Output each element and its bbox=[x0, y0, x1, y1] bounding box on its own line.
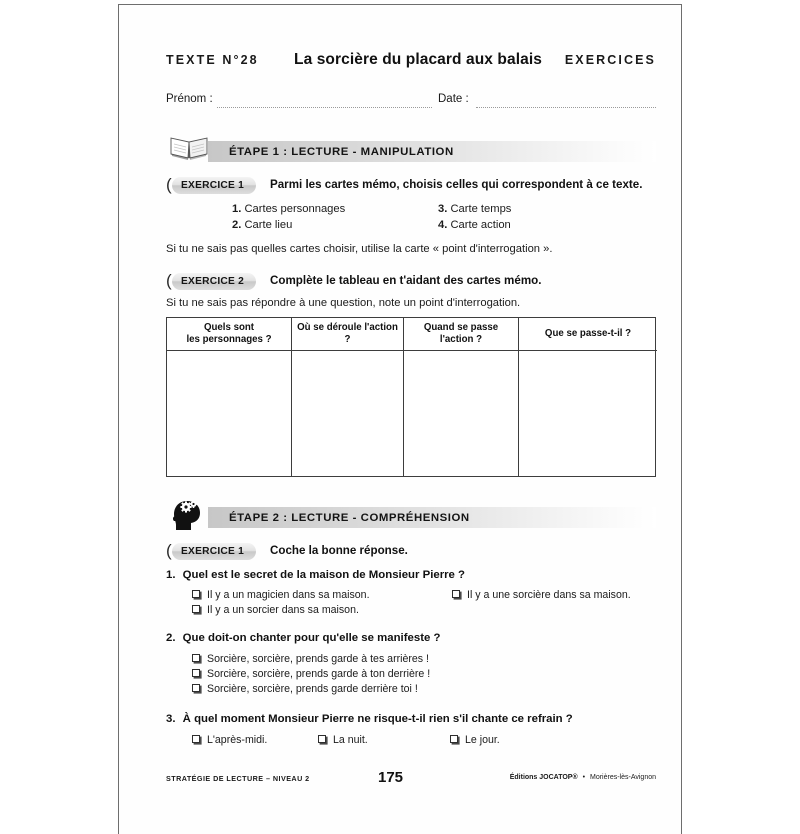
table-header-text: Que se passe-t-il ? bbox=[544, 328, 632, 339]
q2-answer-2[interactable] bbox=[192, 668, 430, 680]
card-option-1: 1. Cartes personnages bbox=[232, 203, 346, 215]
q2-answer-3-text: Sorcière, sorcière, prends garde derrière toi ! bbox=[207, 683, 418, 695]
footer-series-label: STRATÉGIE DE LECTURE – NIVEAU 2 bbox=[166, 774, 310, 783]
checkbox-icon[interactable] bbox=[192, 590, 200, 598]
open-book-icon bbox=[166, 133, 212, 166]
date-label: Date : bbox=[438, 93, 469, 105]
checkbox-icon[interactable] bbox=[318, 735, 326, 743]
q3-answer-1-text: L'après-midi. bbox=[207, 734, 268, 746]
q2-answer-1-text: Sorcière, sorcière, prends garde à tes arrières ! bbox=[207, 653, 429, 665]
exercice-1-instruction: Parmi les cartes mémo, choisis celles qui correspondent à ce texte. bbox=[270, 178, 643, 191]
page-footer bbox=[166, 771, 656, 787]
page-header bbox=[166, 53, 656, 75]
footer-publisher bbox=[510, 774, 656, 781]
worksheet-page bbox=[118, 4, 682, 834]
etape2-exercice-1-instruction: Coche la bonne réponse. bbox=[270, 544, 408, 557]
checkbox-icon[interactable] bbox=[450, 735, 458, 743]
table-column-personnages bbox=[167, 318, 292, 476]
table-header-text: Quels sont les personnages ? bbox=[186, 322, 272, 345]
date-input[interactable] bbox=[476, 106, 656, 108]
etape2-exercice-1-badge: EXERCICE 1 bbox=[172, 543, 256, 560]
q1-answer-2[interactable] bbox=[452, 589, 631, 601]
question-1-text: Quel est le secret de la maison de Monsieur Pierre ? bbox=[182, 569, 466, 581]
table-column-temps bbox=[404, 318, 519, 476]
q1-answer-3[interactable] bbox=[192, 604, 359, 616]
page-content-column bbox=[166, 5, 656, 834]
head-gears-icon bbox=[166, 495, 212, 533]
card-option-2: 2. Carte lieu bbox=[232, 219, 293, 231]
checkbox-icon[interactable] bbox=[192, 654, 200, 662]
checkbox-icon[interactable] bbox=[452, 590, 460, 598]
exercices-label: EXERCICES bbox=[564, 53, 656, 67]
etape-1-label: ÉTAPE 1 : LECTURE - MANIPULATION bbox=[229, 145, 454, 158]
prenom-label: Prénom : bbox=[166, 93, 213, 105]
footer-publisher-brand: Éditions JOCATOP® bbox=[509, 774, 578, 781]
badge-bracket-icon: ( bbox=[166, 541, 172, 560]
checkbox-icon[interactable] bbox=[192, 684, 200, 692]
q3-answer-3[interactable] bbox=[450, 734, 500, 746]
question-3-text: À quel moment Monsieur Pierre ne risque-t-il rien s'il chante ce refrain ? bbox=[182, 713, 573, 725]
table-cell[interactable] bbox=[404, 351, 518, 509]
checkbox-icon[interactable] bbox=[192, 735, 200, 743]
table-header-cell bbox=[404, 318, 518, 351]
card-option-4: 4. Carte action bbox=[438, 219, 511, 231]
q2-answer-3[interactable] bbox=[192, 683, 418, 695]
checkbox-icon[interactable] bbox=[192, 669, 200, 677]
memo-table bbox=[166, 317, 656, 477]
table-cell[interactable] bbox=[167, 351, 291, 509]
table-column-action bbox=[519, 318, 657, 476]
table-cell[interactable] bbox=[519, 351, 657, 509]
page-number: 175 bbox=[378, 769, 404, 786]
table-cell[interactable] bbox=[292, 351, 403, 509]
table-header-cell bbox=[292, 318, 403, 351]
q2-answer-1[interactable] bbox=[192, 653, 429, 665]
q3-answer-1[interactable] bbox=[192, 734, 267, 746]
question-3 bbox=[166, 713, 573, 725]
exercice-1-note: Si tu ne sais pas quelles cartes choisir, utilise la carte « point d'interrogation ». bbox=[166, 243, 553, 255]
etape-2-label: ÉTAPE 2 : LECTURE - COMPRÉHENSION bbox=[229, 511, 470, 524]
question-2-text: Que doit-on chanter pour qu'elle se manifeste ? bbox=[182, 632, 441, 644]
identity-row bbox=[166, 93, 656, 111]
question-2 bbox=[166, 632, 440, 644]
etape-2-header bbox=[166, 507, 656, 528]
etape-1-bar bbox=[208, 141, 656, 162]
table-header-cell bbox=[167, 318, 291, 351]
footer-publisher-city: Morières-lès-Avignon bbox=[589, 774, 656, 781]
checkbox-icon[interactable] bbox=[192, 605, 200, 613]
page-title: La sorcière du placard aux balais bbox=[294, 51, 542, 68]
table-header-text: Quand se passe l'action ? bbox=[423, 322, 499, 345]
q3-answer-2-text: La nuit. bbox=[333, 734, 368, 746]
q1-answer-1[interactable] bbox=[192, 589, 370, 601]
q3-answer-2[interactable] bbox=[318, 734, 368, 746]
footer-separator: • bbox=[582, 774, 586, 781]
question-3-number: 3. bbox=[166, 713, 176, 725]
exercice-2-badge: EXERCICE 2 bbox=[172, 273, 256, 290]
badge-bracket-icon: ( bbox=[166, 175, 172, 194]
exercice-2-instruction: Complète le tableau en t'aidant des cartes mémo. bbox=[270, 274, 542, 287]
etape-2-bar bbox=[208, 507, 656, 528]
q2-answer-2-text: Sorcière, sorcière, prends garde à ton derrière ! bbox=[207, 668, 431, 680]
etape-1-header bbox=[166, 141, 656, 162]
q3-answer-3-text: Le jour. bbox=[465, 734, 500, 746]
question-1 bbox=[166, 569, 465, 581]
question-1-number: 1. bbox=[166, 569, 176, 581]
q1-answer-3-text: Il y a un sorcier dans sa maison. bbox=[207, 604, 359, 616]
exercice-2-note: Si tu ne sais pas répondre à une question, note un point d'interrogation. bbox=[166, 297, 521, 309]
q1-answer-2-text: Il y a une sorcière dans sa maison. bbox=[467, 589, 631, 601]
question-2-number: 2. bbox=[166, 632, 176, 644]
table-column-lieu bbox=[292, 318, 404, 476]
table-header-cell bbox=[519, 318, 657, 351]
q1-answer-1-text: Il y a un magicien dans sa maison. bbox=[207, 589, 370, 601]
badge-bracket-icon: ( bbox=[166, 271, 172, 290]
exercice-1-badge: EXERCICE 1 bbox=[172, 177, 256, 194]
texte-number: TEXTE N°28 bbox=[166, 53, 259, 67]
table-header-text: Où se déroule l'action ? bbox=[297, 322, 398, 345]
card-option-3: 3. Carte temps bbox=[438, 203, 512, 215]
prenom-input[interactable] bbox=[217, 106, 432, 108]
